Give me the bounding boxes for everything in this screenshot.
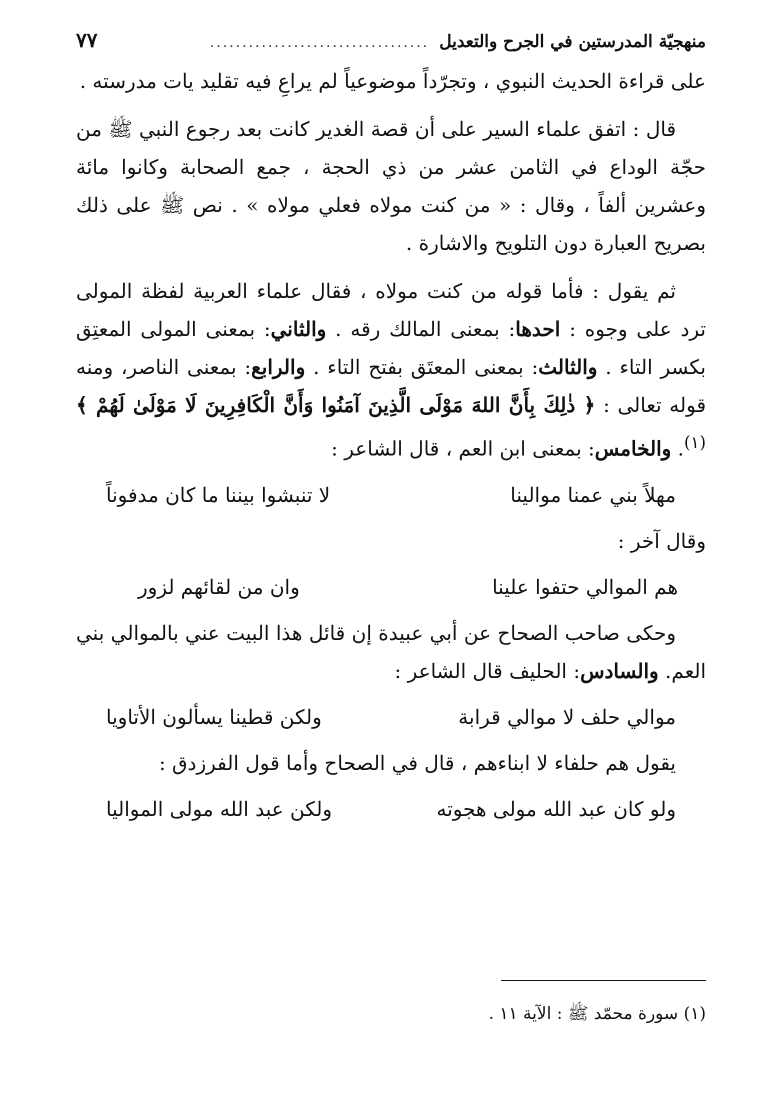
meaning-third-label: والثالث	[538, 355, 598, 379]
meanings-intro: ثم يقول : فأما قوله من كنت مولاه ، فقال علماء العربية لفظة المولى ترد على وجوه :	[76, 279, 706, 341]
meaning-fourth-label: والرابع	[251, 355, 306, 379]
poem-verse-3	[76, 690, 706, 744]
meaning-first-label: احدها	[515, 317, 561, 341]
paragraph-mawla-meanings: ثم يقول : فأما قوله من كنت مولاه ، فقال علماء العربية لفظة المولى ترد على وجوه : احدها: بمعنى المالك رقه . والثاني: بمعنى المولى المعتِق بكسر التاء . والثالث: بمعنى المعتَق بفتح التاء . والرابع: بمعنى الناصر، ومنه قوله تعالى : ﴿ ذٰلِكَ بِأَنَّ اللهَ مَوْلَى الَّذِينَ آمَنُوا وَأَنَّ الْكَافِرِينَ لَا مَوْلَىٰ لَهُمْ ﴾$^{(١)}$. والخامس: بمعنى ابن العم ، قال الشاعر :	[76, 279, 707, 461]
meaning-second-label: والثاني	[270, 317, 327, 341]
running-title: منهجيّة المدرستين في الجرح والتعديل	[439, 32, 706, 52]
meaning-fourth: : بمعنى الناصر، ومنه قوله تعالى :	[76, 355, 707, 417]
paragraph-continuation: على قراءة الحديث النبوي ، وتجرّداً موضوعياً لم يراعِ فيه تقليد يات مدرسته .	[79, 69, 706, 93]
verse-2-intro: وقال آخر :	[617, 528, 706, 553]
verse-2-first-hemistich: هم الموالي حتفوا علينا	[492, 574, 678, 599]
verse-1-second-hemistich: لا تنبشوا بيننا ما كان مدفوناً	[106, 482, 331, 507]
meaning-sixth: : الحليف قال الشاعر :	[394, 658, 581, 683]
footnote-separator	[501, 980, 706, 981]
poem-verse-1	[76, 468, 706, 522]
book-page	[76, 28, 706, 1068]
sihah-text: وحكى صاحب الصحاح عن أبي عبيدة إن قائل هذا البيت عني بالموالي بني العم.	[76, 620, 706, 683]
paragraph-ghadir: قال : اتفق علماء السير على أن قصة الغدير كانت بعد رجوع النبي ﷺ من حجّة الوداع في الثامن عشر من ذي الحجة ، جمع الصحابة وكانوا مائة وعشرين ألفاً ، وقال : « من كنت مولاه فعلي مولاه » . نص ﷺ على ذلك بصريح العبارة دون التلويح والاشارة .	[76, 117, 706, 255]
verse-2-second-hemistich: وان من لقائهم لزور	[138, 574, 300, 599]
verse-1-first-hemistich: مهلاً بني عمنا موالينا	[510, 482, 676, 507]
page-number: ٧٧	[76, 28, 98, 52]
verse-3-first-hemistich: موالي حلف لا موالي قرابة	[458, 704, 676, 729]
verse-4-second-hemistich: ولكن عبد الله مولى المواليا	[106, 796, 333, 821]
verse-4-intro: يقول هم حلفاء لا ابناءهم ، قال في الصحاح وأما قول الفرزدق :	[158, 750, 676, 775]
meaning-third: : بمعنى المعتَق بفتح التاء .	[313, 355, 539, 379]
page-header	[76, 28, 706, 62]
meaning-first: : بمعنى المالك رقه .	[335, 317, 516, 341]
footnote: (١) سورة محمّد ﷺ : الآية ١١ .	[488, 1004, 706, 1024]
footnote-marker: (١)	[684, 433, 706, 452]
verse-3-second-hemistich: ولكن قطينا يسألون الأتاويا	[106, 704, 322, 729]
meaning-sixth-label: والسادس	[580, 658, 659, 683]
verse-4-first-hemistich: ولو كان عبد الله مولى هجوته	[436, 796, 676, 821]
quran-verse: ﴿ ذٰلِكَ بِأَنَّ اللهَ مَوْلَى الَّذِينَ آمَنُوا وَأَنَّ الْكَافِرِينَ لَا مَوْلَىٰ لَهُمْ ﴾	[76, 393, 596, 417]
meaning-fifth: : بمعنى ابن العم ، قال الشاعر :	[331, 436, 595, 461]
meaning-second: : بمعنى المولى المعتِق بكسر التاء .	[76, 317, 706, 379]
paragraph-sihah	[76, 614, 706, 690]
meaning-fifth-label: والخامس	[594, 436, 672, 461]
poem-verse-4	[76, 782, 706, 836]
poem-verse-2	[76, 560, 706, 614]
header-leader-dots: ..................................	[209, 35, 430, 51]
